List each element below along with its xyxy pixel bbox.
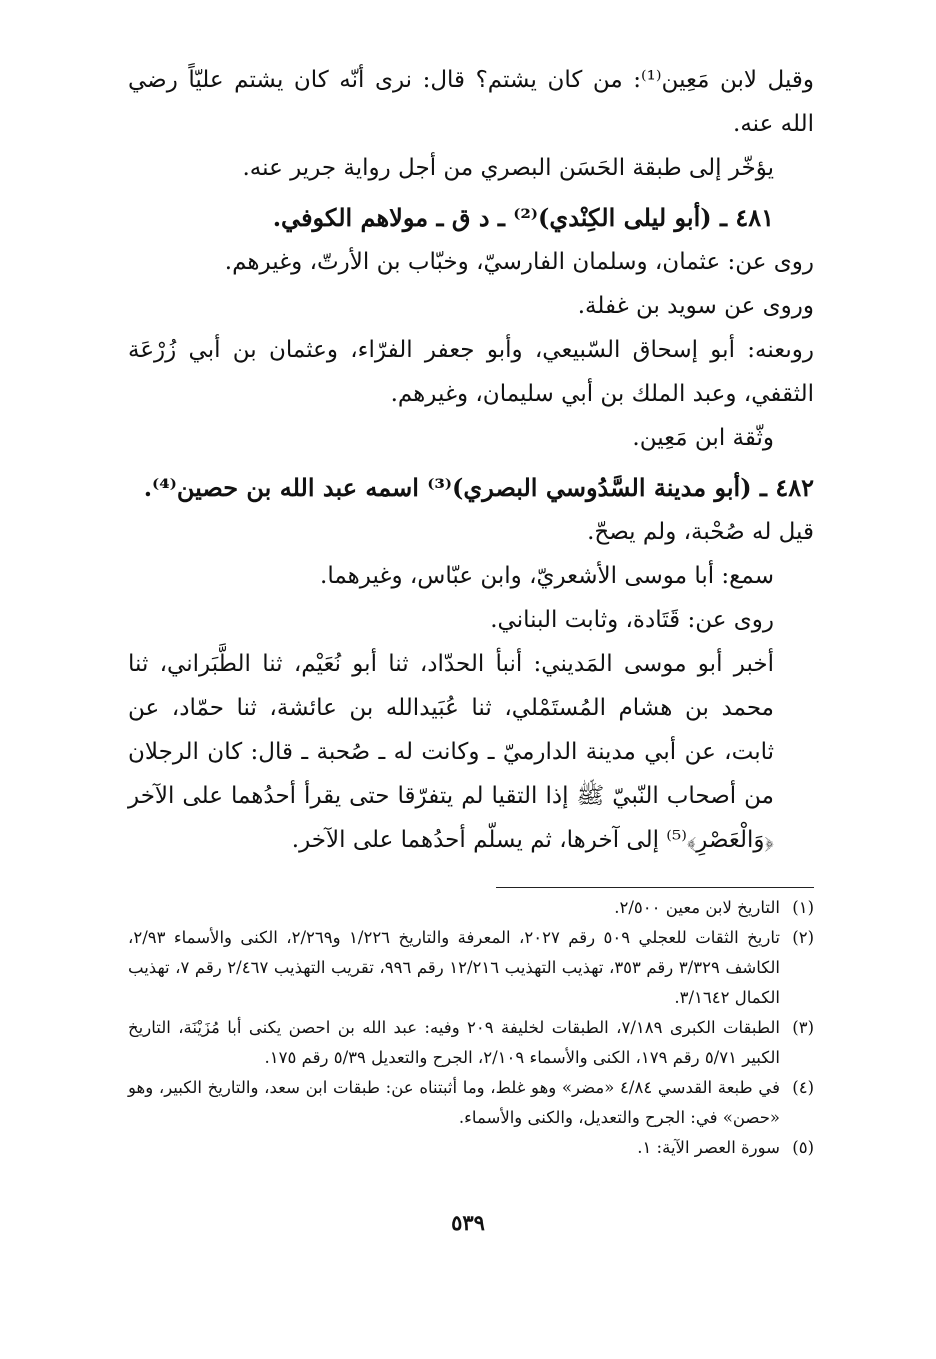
footnote-3 <box>128 1013 814 1073</box>
footnote-number: (٢) <box>792 928 814 947</box>
footnote-text: تاريخ الثقات للعجلي ٥٠٩ رقم ٢٠٢٧، المعرفة والتاريخ ١/٢٢٦ و٢/٢٦٩، الكنى والأسماء ٢/٩٣، الكاشف ٣/٣٢٩ رقم ٣٥٣، تهذيب التهذيب ١٢/٢١٦ رقم ٩٩٦، تقريب التهذيب ٢/٤٦٧ رقم ٧، تهذيب الكمال ٣/١٦٤٢. <box>128 928 781 1007</box>
entry-481-heading: ٤٨١ ـ (أبو ليلى الكِنْدي)⁽²⁾ ـ د ق ـ مولاهم الكوفي. <box>272 203 774 232</box>
entry-482-rawa-an: روى عن: قَتَادة، وثابت البناني. <box>490 607 774 633</box>
footnote-1 <box>128 893 814 923</box>
footnote-number: (١) <box>792 898 814 917</box>
entry-481-rawa-an: روى عن: عثمان، وسلمان الفارسيّ، وخبّاب بن الأرتّ، وغيرهم. <box>224 249 814 275</box>
footnotes <box>128 893 814 1163</box>
footnote-text: في طبعة القدسي ٤/٨٤ «مضر» وهو غلط، وما أثبتناه عن: طبقات ابن سعد، والتاريخ الكبير، وهو «حصن» في: الجرح والتعديل، والكنى والأسماء. <box>128 1078 780 1127</box>
entry-481-tawthiq: وثّقة ابن مَعِين. <box>632 425 774 451</box>
footnote-4 <box>128 1073 814 1133</box>
footnote-number: (٤) <box>792 1078 814 1097</box>
entry-481-rawa-suwaid: وروى عن سويد بن غفلة. <box>577 293 814 319</box>
footnote-number: (٥) <box>792 1138 814 1157</box>
entry-482-heading: ٤٨٢ ـ (أبو مدينة السَّدُوسي البصري)⁽³⁾ اسمه عبد الله بن حصين⁽⁴⁾. <box>143 473 814 502</box>
paragraph-ibn-maeen-quote: وقيل لابن مَعِين⁽¹⁾: من كان يشتم؟ قال: نرى أنّه كان يشتم عليّاً رضي الله عنه. <box>128 67 814 137</box>
footnote-divider <box>496 887 814 888</box>
entry-481-rawa-anhu: روىعنه: أبو إسحاق السّبيعي، وأبو جعفر الفرّاء، وعثمان بن أبي زُرْعَة الثقفي، وعبد الملك بن أبي سليمان، وغيرهم. <box>128 337 814 407</box>
footnote-text: الطبقات الكبرى ٧/١٨٩، الطبقات لخليفة ٢٠٩ وفيه: عبد الله بن احصن يكنى أبا مُزَيْنَة، التاريخ الكبير ٥/٧١ رقم ١٧٩، الكنى والأسماء ٢/١٠٩، الجرح والتعديل ٥/٣٩ رقم ١٧٥. <box>128 1018 781 1067</box>
footnote-5 <box>128 1133 814 1163</box>
entry-482-hadith: أخبر أبو موسى المَديني: أنبأ الحدّاد، ثنا أبو نُعَيْم، ثنا الطَّبَراني، ثنا محمد بن هشام المُستَمْلي، ثنا عُبَيدالله بن عائشة، ثنا حمّاد، عن ثابت، عن أبي مدينة الدارميّ ـ وكانت له ـ صُحبة ـ قال: كان الرجلان من أصحاب النّبيّ ﷺ إذا التقيا لم يتفرّقا حتى يقرأ أحدُهما على الآخر ﴿وَالْعَصْرِ﴾⁽⁵⁾ إلى آخرها، ثم يسلّم أحدُهما على الآخر. <box>128 651 774 853</box>
main-text <box>128 58 814 862</box>
footnote-text: سورة العصر الآية: ١. <box>637 1138 780 1157</box>
footnote-number: (٣) <box>792 1018 814 1037</box>
page-number: ٥٣٩ <box>451 1210 485 1235</box>
entry-482-suhba: قيل له صُحْبة، ولم يصحّ. <box>587 519 814 545</box>
paragraph-tabaqa: يؤخّر إلى طبقة الحَسَن البصري من أجل رواية جرير عنه. <box>242 155 774 181</box>
footnote-2 <box>128 923 814 1013</box>
entry-482-samia: سمع: أبا موسى الأشعريّ، وابن عبّاس، وغيرهما. <box>320 563 774 589</box>
footnote-text: التاريخ لابن معين ٢/٥٠٠. <box>614 898 780 917</box>
